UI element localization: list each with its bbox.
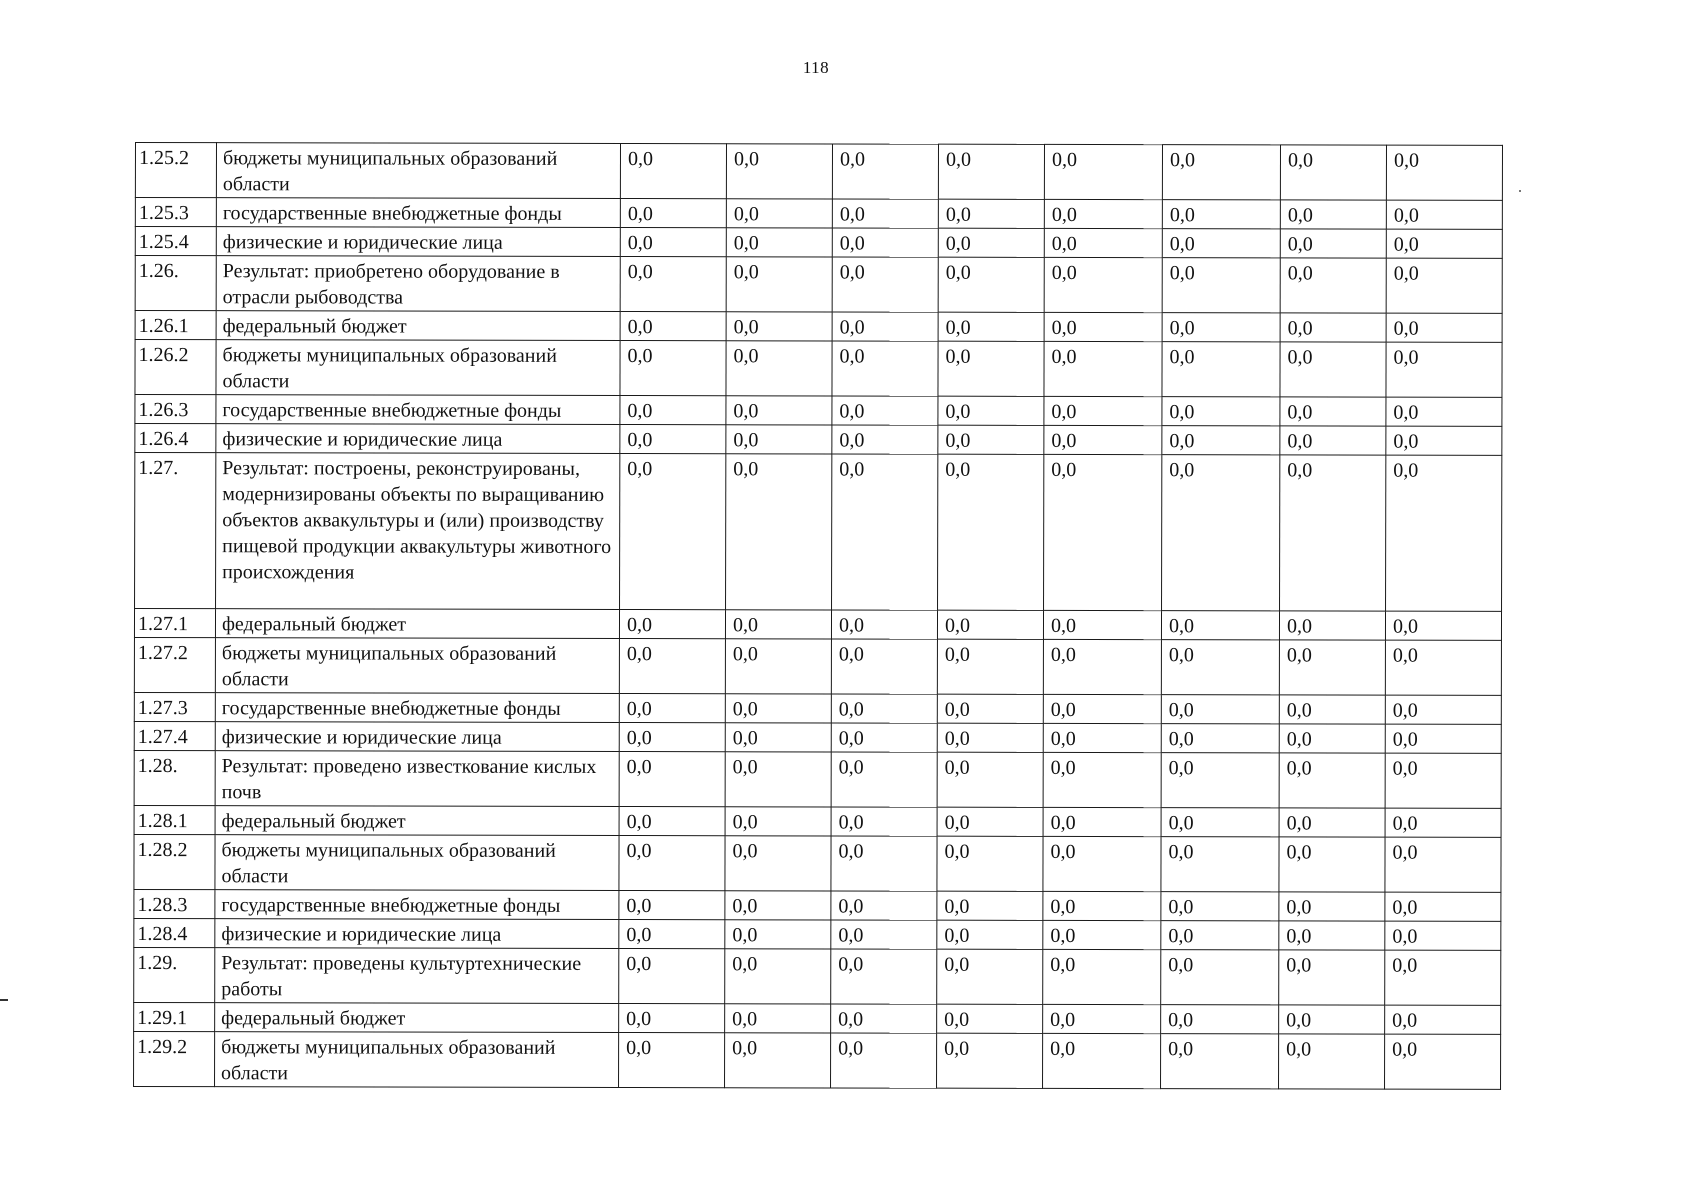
row-value-8: 0,0 — [1386, 200, 1502, 229]
row-value-3: 0,0 — [832, 199, 938, 228]
row-value-8: 0,0 — [1385, 724, 1501, 753]
row-value-8: 0,0 — [1386, 258, 1502, 313]
row-code: 1.29. — [134, 947, 215, 1002]
row-value-5: 0,0 — [1043, 1004, 1161, 1033]
budget-table-sheet — [133, 142, 1502, 1090]
row-code: 1.27.2 — [134, 637, 215, 692]
row-value-2: 0,0 — [726, 199, 832, 228]
row-code: 1.26.4 — [135, 424, 216, 453]
row-value-5: 0,0 — [1043, 891, 1161, 920]
table-row — [135, 143, 1502, 201]
row-name: бюджеты муниципальных образований области — [215, 638, 619, 694]
row-value-2: 0,0 — [725, 752, 831, 807]
row-value-8: 0,0 — [1385, 640, 1501, 695]
row-code: 1.25.2 — [135, 143, 216, 198]
row-value-3: 0,0 — [831, 723, 937, 752]
row-value-8: 0,0 — [1386, 455, 1502, 611]
row-value-7: 0,0 — [1279, 640, 1385, 695]
row-value-1: 0,0 — [619, 920, 725, 949]
row-value-6: 0,0 — [1161, 1034, 1279, 1089]
row-value-7: 0,0 — [1279, 611, 1385, 640]
row-value-1: 0,0 — [619, 610, 725, 639]
row-value-7: 0,0 — [1279, 921, 1385, 950]
row-name: Результат: приобретено оборудование в отрасли рыбоводства — [216, 256, 620, 312]
row-value-5: 0,0 — [1044, 425, 1162, 454]
row-value-5: 0,0 — [1044, 199, 1162, 228]
row-value-3: 0,0 — [832, 144, 938, 199]
row-value-8: 0,0 — [1386, 342, 1502, 397]
row-code: 1.27.4 — [134, 721, 215, 750]
row-value-5: 0,0 — [1043, 1033, 1161, 1088]
row-value-6: 0,0 — [1162, 397, 1280, 426]
row-value-4: 0,0 — [937, 1033, 1043, 1088]
row-code: 1.26. — [135, 256, 216, 311]
budget-table — [133, 142, 1503, 1090]
row-value-7: 0,0 — [1280, 258, 1386, 313]
row-value-4: 0,0 — [938, 257, 1044, 312]
row-name: государственные внебюджетные фонды — [215, 693, 619, 723]
row-value-5: 0,0 — [1043, 694, 1161, 723]
row-value-8: 0,0 — [1386, 426, 1502, 455]
row-value-1: 0,0 — [620, 396, 726, 425]
row-value-3: 0,0 — [832, 425, 938, 454]
row-value-6: 0,0 — [1162, 313, 1280, 342]
row-value-3: 0,0 — [831, 1033, 937, 1088]
row-value-3: 0,0 — [832, 228, 938, 257]
table-row — [134, 889, 1501, 921]
table-row — [134, 1002, 1501, 1034]
table-row — [134, 692, 1501, 724]
row-value-1: 0,0 — [620, 199, 726, 228]
budget-table-body — [134, 143, 1503, 1090]
row-value-6: 0,0 — [1161, 753, 1279, 808]
row-value-8: 0,0 — [1385, 611, 1501, 640]
row-value-6: 0,0 — [1161, 808, 1279, 837]
table-row — [135, 198, 1502, 230]
row-value-4: 0,0 — [937, 949, 1043, 1004]
row-name: Результат: построены, реконструированы, модернизированы объекты по выращиванию объектов аквакультуры и (или) производству пищевой продукции аквакультуры животного происхождения — [216, 453, 620, 610]
row-value-1: 0,0 — [619, 1004, 725, 1033]
row-name: государственные внебюджетные фонды — [216, 395, 620, 425]
row-value-7: 0,0 — [1280, 229, 1386, 258]
row-value-4: 0,0 — [937, 807, 1043, 836]
row-code: 1.28.1 — [134, 805, 215, 834]
row-value-8: 0,0 — [1385, 753, 1501, 808]
row-value-8: 0,0 — [1386, 313, 1502, 342]
table-row — [134, 947, 1501, 1005]
table-row — [134, 609, 1501, 641]
scan-margin-mark — [0, 999, 8, 1001]
row-value-5: 0,0 — [1044, 144, 1162, 199]
row-value-1: 0,0 — [619, 639, 725, 694]
row-value-8: 0,0 — [1385, 1034, 1501, 1089]
row-value-2: 0,0 — [725, 949, 831, 1004]
table-row — [135, 311, 1502, 343]
row-value-4: 0,0 — [937, 694, 1043, 723]
row-value-5: 0,0 — [1044, 228, 1162, 257]
row-code: 1.29.1 — [134, 1002, 215, 1031]
row-value-7: 0,0 — [1279, 837, 1385, 892]
row-value-3: 0,0 — [832, 396, 938, 425]
row-value-1: 0,0 — [620, 144, 726, 199]
row-value-1: 0,0 — [620, 341, 726, 396]
row-value-5: 0,0 — [1044, 454, 1162, 610]
row-name: государственные внебюджетные фонды — [216, 198, 620, 228]
row-value-1: 0,0 — [620, 257, 726, 312]
table-row — [134, 750, 1501, 808]
row-code: 1.26.2 — [135, 340, 216, 395]
row-value-3: 0,0 — [831, 639, 937, 694]
row-code: 1.28.4 — [134, 918, 215, 947]
scan-dust-mark — [1519, 190, 1521, 192]
row-value-7: 0,0 — [1279, 950, 1385, 1005]
row-value-2: 0,0 — [725, 1033, 831, 1088]
row-value-8: 0,0 — [1385, 695, 1501, 724]
row-value-1: 0,0 — [620, 454, 726, 610]
row-value-7: 0,0 — [1280, 397, 1386, 426]
row-value-7: 0,0 — [1279, 695, 1385, 724]
row-value-8: 0,0 — [1386, 145, 1502, 200]
row-code: 1.28. — [134, 750, 215, 805]
row-value-7: 0,0 — [1280, 200, 1386, 229]
row-value-4: 0,0 — [938, 312, 1044, 341]
row-value-7: 0,0 — [1279, 753, 1385, 808]
row-value-1: 0,0 — [620, 228, 726, 257]
row-value-8: 0,0 — [1385, 921, 1501, 950]
table-row — [135, 340, 1502, 398]
row-value-6: 0,0 — [1161, 837, 1279, 892]
row-value-1: 0,0 — [619, 752, 725, 807]
row-value-7: 0,0 — [1279, 724, 1385, 753]
row-value-1: 0,0 — [619, 891, 725, 920]
row-code: 1.28.2 — [134, 834, 215, 889]
row-value-7: 0,0 — [1279, 1034, 1385, 1089]
row-value-2: 0,0 — [726, 454, 832, 610]
row-name: федеральный бюджет — [215, 806, 619, 836]
row-value-2: 0,0 — [725, 723, 831, 752]
row-code: 1.26.1 — [135, 311, 216, 340]
table-row — [135, 227, 1502, 259]
row-value-2: 0,0 — [725, 610, 831, 639]
table-row — [135, 424, 1502, 456]
row-value-1: 0,0 — [620, 425, 726, 454]
row-value-5: 0,0 — [1043, 610, 1161, 639]
row-value-1: 0,0 — [619, 949, 725, 1004]
row-value-6: 0,0 — [1162, 426, 1280, 455]
row-value-1: 0,0 — [619, 723, 725, 752]
row-value-3: 0,0 — [831, 694, 937, 723]
row-value-8: 0,0 — [1385, 892, 1501, 921]
row-value-5: 0,0 — [1044, 396, 1162, 425]
row-value-2: 0,0 — [726, 425, 832, 454]
row-code: 1.25.4 — [135, 227, 216, 256]
row-name: Результат: проведены культуртехнические работы — [215, 948, 619, 1004]
table-row — [135, 453, 1502, 612]
table-row — [134, 637, 1501, 695]
row-value-8: 0,0 — [1386, 397, 1502, 426]
row-value-4: 0,0 — [938, 425, 1044, 454]
row-name: государственные внебюджетные фонды — [215, 890, 619, 920]
table-row — [134, 834, 1501, 892]
row-value-4: 0,0 — [937, 639, 1043, 694]
row-value-7: 0,0 — [1280, 145, 1386, 200]
row-value-4: 0,0 — [938, 228, 1044, 257]
row-value-6: 0,0 — [1161, 1005, 1279, 1034]
row-value-4: 0,0 — [938, 144, 1044, 199]
row-code: 1.27.1 — [134, 609, 215, 638]
row-value-3: 0,0 — [832, 312, 938, 341]
row-name: физические и юридические лица — [216, 424, 620, 454]
row-code: 1.28.3 — [134, 889, 215, 918]
row-value-4: 0,0 — [937, 723, 1043, 752]
row-value-8: 0,0 — [1385, 808, 1501, 837]
row-value-6: 0,0 — [1161, 695, 1279, 724]
row-value-4: 0,0 — [937, 752, 1043, 807]
row-name: бюджеты муниципальных образований области — [216, 340, 620, 396]
row-value-4: 0,0 — [938, 396, 1044, 425]
row-value-5: 0,0 — [1043, 920, 1161, 949]
row-value-6: 0,0 — [1162, 258, 1280, 313]
row-value-3: 0,0 — [831, 807, 937, 836]
row-value-7: 0,0 — [1280, 455, 1386, 611]
row-code: 1.27. — [135, 453, 216, 609]
row-value-6: 0,0 — [1162, 342, 1280, 397]
row-code: 1.27.3 — [134, 692, 215, 721]
row-value-4: 0,0 — [938, 454, 1044, 610]
row-value-6: 0,0 — [1161, 892, 1279, 921]
row-value-6: 0,0 — [1161, 611, 1279, 640]
row-value-7: 0,0 — [1280, 342, 1386, 397]
row-value-4: 0,0 — [937, 1004, 1043, 1033]
row-value-2: 0,0 — [726, 396, 832, 425]
row-value-2: 0,0 — [725, 807, 831, 836]
row-value-4: 0,0 — [938, 199, 1044, 228]
row-value-6: 0,0 — [1162, 455, 1280, 611]
row-value-5: 0,0 — [1044, 312, 1162, 341]
row-value-7: 0,0 — [1279, 892, 1385, 921]
row-name: федеральный бюджет — [215, 1003, 619, 1033]
row-name: Результат: проведено известкование кислых почв — [215, 751, 619, 807]
row-code: 1.26.3 — [135, 395, 216, 424]
table-row — [134, 721, 1501, 753]
row-code: 1.29.2 — [134, 1031, 215, 1086]
row-value-2: 0,0 — [725, 891, 831, 920]
row-value-8: 0,0 — [1385, 1005, 1501, 1034]
row-value-3: 0,0 — [832, 341, 938, 396]
row-value-6: 0,0 — [1161, 724, 1279, 753]
row-name: физические и юридические лица — [215, 919, 619, 949]
row-name: бюджеты муниципальных образований области — [215, 835, 619, 891]
row-value-6: 0,0 — [1161, 921, 1279, 950]
row-value-6: 0,0 — [1162, 145, 1280, 200]
table-row — [135, 395, 1502, 427]
row-value-3: 0,0 — [831, 610, 937, 639]
table-row — [134, 918, 1501, 950]
row-value-3: 0,0 — [831, 1004, 937, 1033]
row-value-2: 0,0 — [725, 639, 831, 694]
row-value-2: 0,0 — [726, 312, 832, 341]
row-value-1: 0,0 — [619, 694, 725, 723]
row-value-3: 0,0 — [831, 752, 937, 807]
row-value-3: 0,0 — [831, 920, 937, 949]
table-row — [134, 1031, 1501, 1089]
row-value-8: 0,0 — [1385, 950, 1501, 1005]
row-name: федеральный бюджет — [215, 609, 619, 639]
row-value-5: 0,0 — [1043, 836, 1161, 891]
row-value-7: 0,0 — [1280, 313, 1386, 342]
table-row — [134, 805, 1501, 837]
row-value-5: 0,0 — [1043, 639, 1161, 694]
row-value-3: 0,0 — [831, 836, 937, 891]
row-value-2: 0,0 — [725, 920, 831, 949]
row-value-1: 0,0 — [620, 312, 726, 341]
row-value-2: 0,0 — [726, 257, 832, 312]
row-value-8: 0,0 — [1385, 837, 1501, 892]
row-value-4: 0,0 — [937, 836, 1043, 891]
row-value-6: 0,0 — [1162, 200, 1280, 229]
row-value-1: 0,0 — [619, 807, 725, 836]
row-value-3: 0,0 — [832, 454, 938, 610]
row-value-7: 0,0 — [1279, 808, 1385, 837]
row-value-2: 0,0 — [725, 694, 831, 723]
row-value-3: 0,0 — [831, 949, 937, 1004]
row-value-3: 0,0 — [832, 257, 938, 312]
row-value-5: 0,0 — [1043, 752, 1161, 807]
row-value-2: 0,0 — [725, 1004, 831, 1033]
row-value-6: 0,0 — [1162, 229, 1280, 258]
row-value-7: 0,0 — [1280, 426, 1386, 455]
row-value-1: 0,0 — [619, 1033, 725, 1088]
row-code: 1.25.3 — [135, 198, 216, 227]
row-name: федеральный бюджет — [216, 311, 620, 341]
row-name: бюджеты муниципальных образований области — [216, 143, 620, 199]
row-value-2: 0,0 — [726, 228, 832, 257]
row-value-1: 0,0 — [619, 836, 725, 891]
row-name: физические и юридические лица — [216, 227, 620, 257]
row-value-3: 0,0 — [831, 891, 937, 920]
row-value-5: 0,0 — [1043, 949, 1161, 1004]
row-value-4: 0,0 — [938, 341, 1044, 396]
row-value-2: 0,0 — [726, 144, 832, 199]
page-number: 118 — [802, 58, 830, 77]
row-value-6: 0,0 — [1161, 950, 1279, 1005]
row-value-8: 0,0 — [1386, 229, 1502, 258]
row-value-2: 0,0 — [725, 836, 831, 891]
row-name: бюджеты муниципальных образований области — [215, 1032, 619, 1088]
row-value-5: 0,0 — [1044, 257, 1162, 312]
row-value-5: 0,0 — [1043, 723, 1161, 752]
row-value-2: 0,0 — [726, 341, 832, 396]
row-name: физические и юридические лица — [215, 722, 619, 752]
row-value-4: 0,0 — [937, 891, 1043, 920]
table-row — [135, 256, 1502, 314]
row-value-7: 0,0 — [1279, 1005, 1385, 1034]
row-value-4: 0,0 — [937, 920, 1043, 949]
row-value-5: 0,0 — [1044, 341, 1162, 396]
row-value-5: 0,0 — [1043, 807, 1161, 836]
row-value-4: 0,0 — [937, 610, 1043, 639]
row-value-6: 0,0 — [1161, 640, 1279, 695]
